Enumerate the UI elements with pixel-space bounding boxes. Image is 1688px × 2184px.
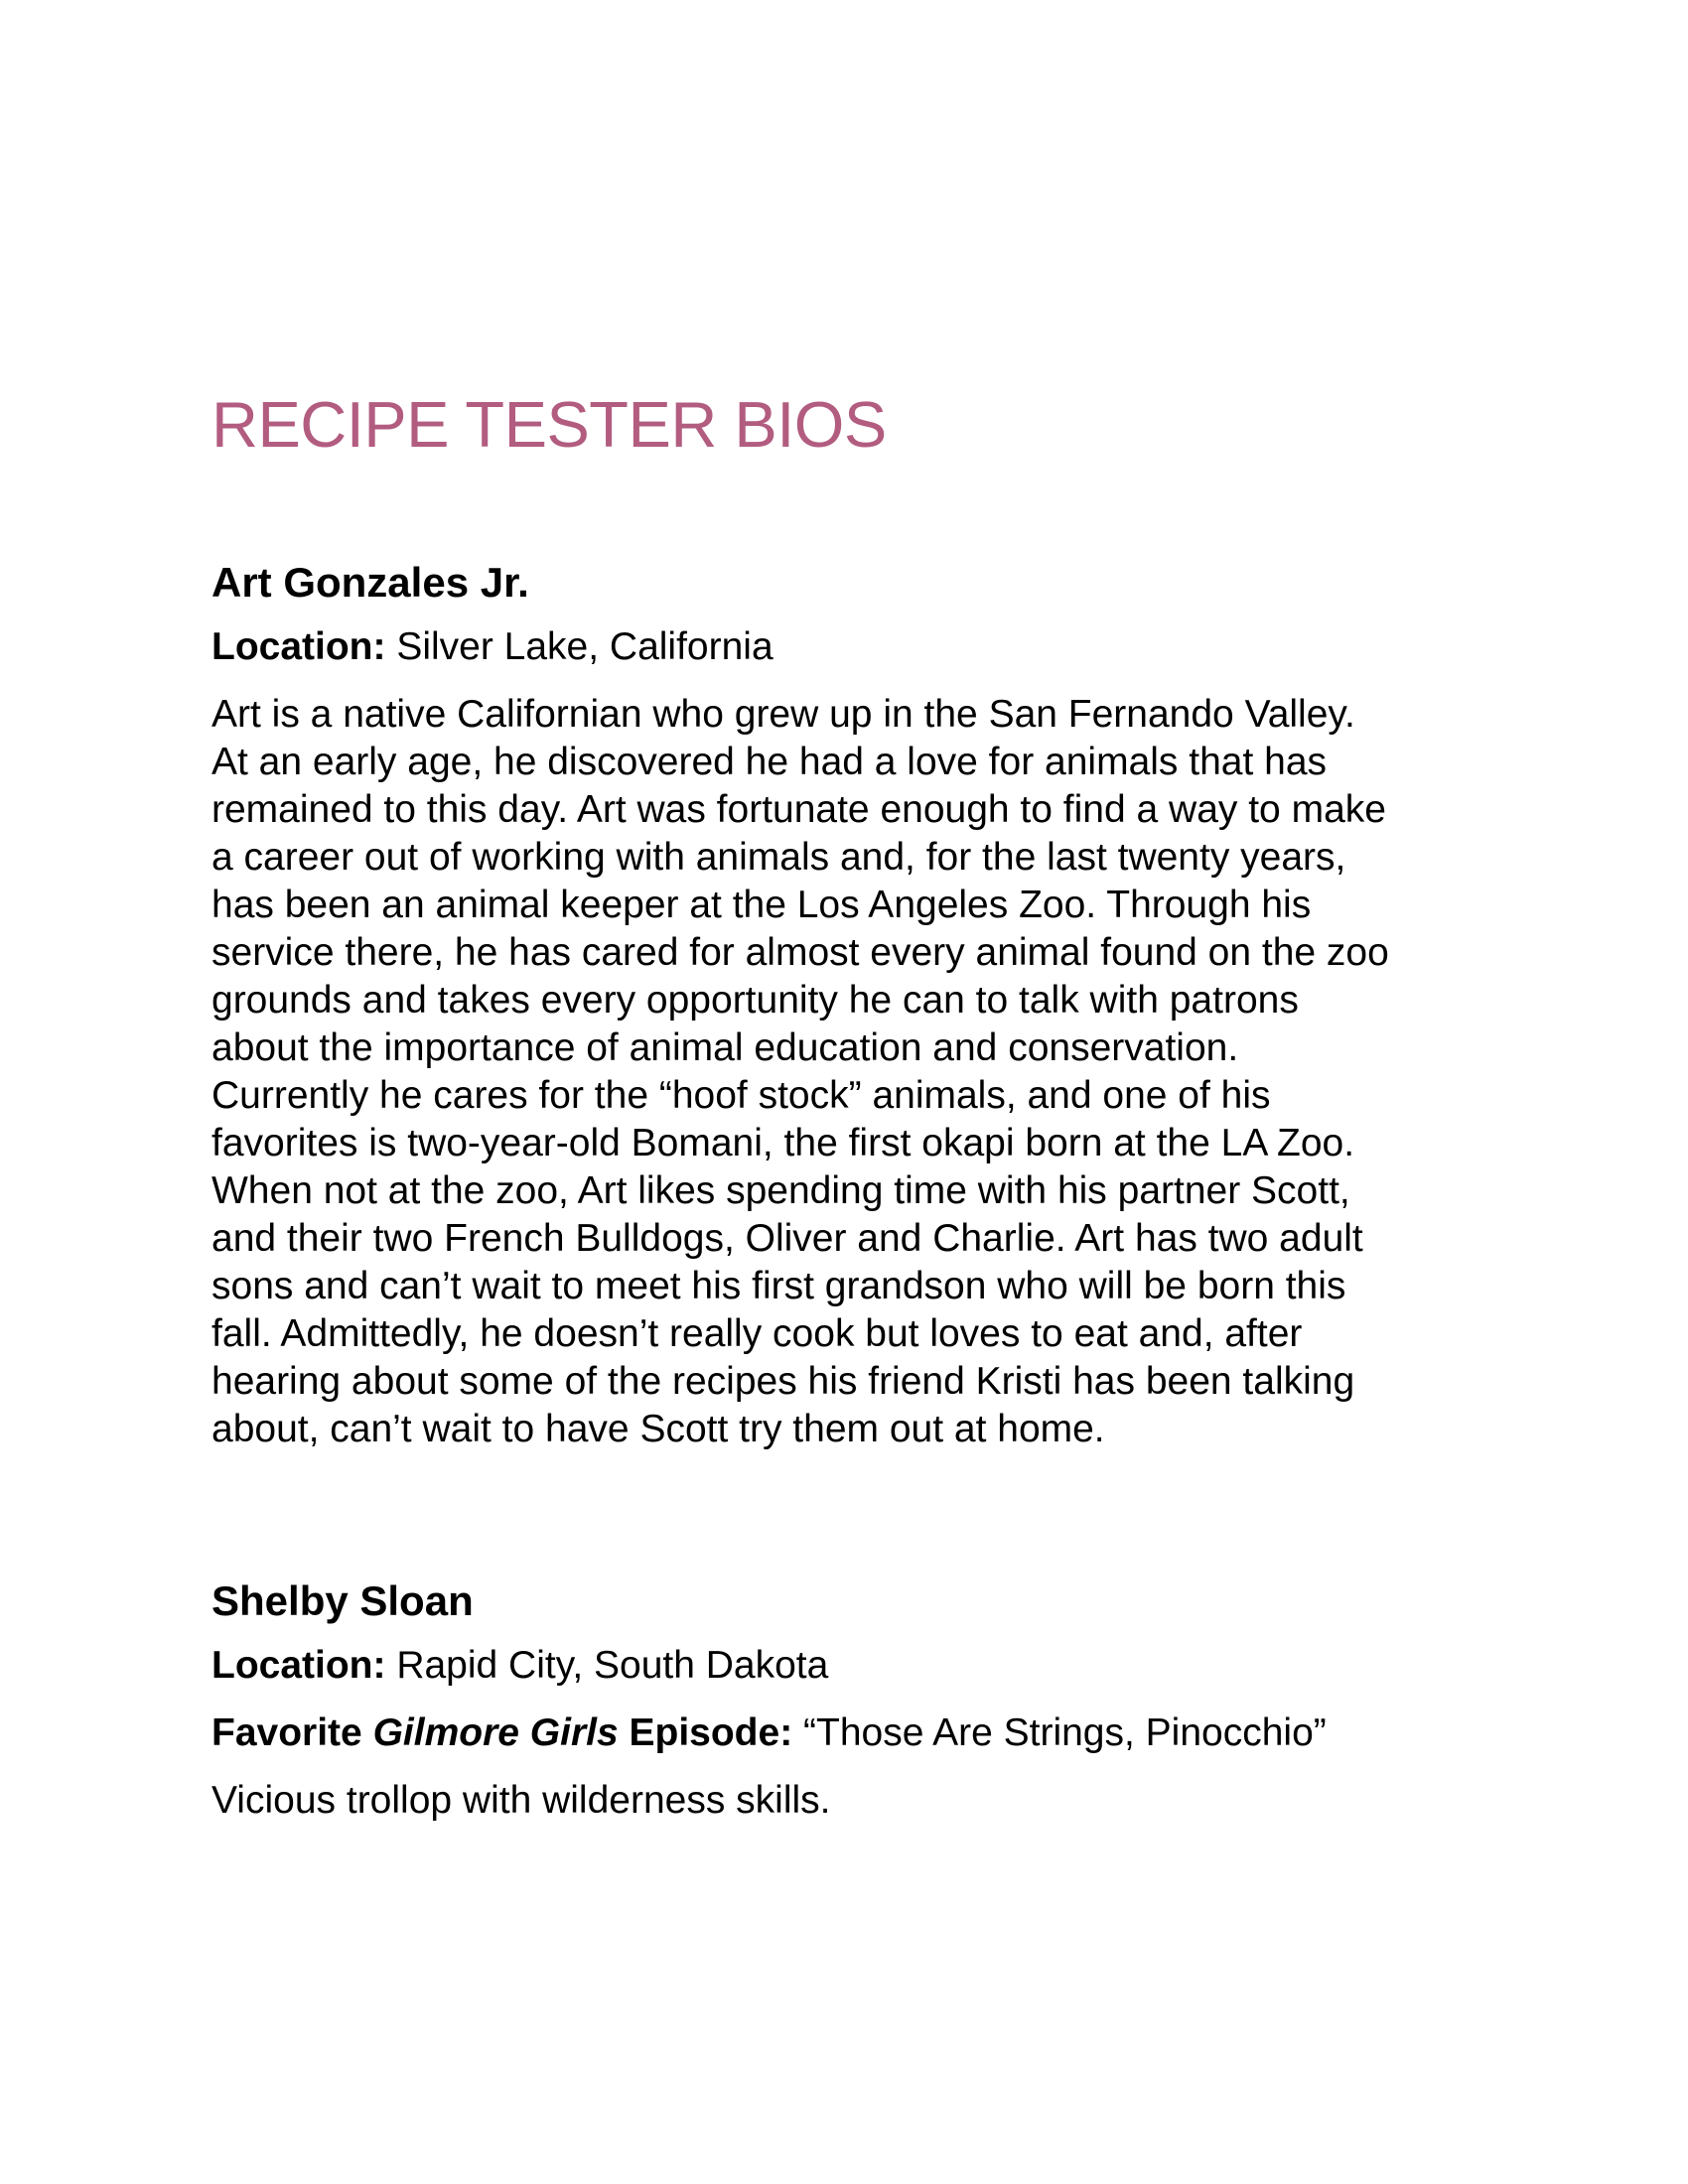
bio-paragraph — [211, 1167, 1502, 1453]
favorite-label-suffix: Episode: — [618, 1711, 793, 1754]
paragraph-line: service there, he has cared for almost every animal found on the zoo — [211, 931, 1389, 974]
paragraph-line: sons and can’t wait to meet his first grandson who will be born this — [211, 1265, 1346, 1307]
paragraph-line: remained to this day. Art was fortunate enough to find a way to make — [211, 788, 1386, 831]
bio-art-gonzales — [211, 556, 1502, 1450]
paragraph-line: Art is a native Californian who grew up in the San Fernando Valley. — [211, 693, 1355, 736]
favorite-label-prefix: Favorite — [211, 1711, 373, 1754]
paragraph-line: fall. Admittedly, he doesn’t really cook but loves to eat and, after — [211, 1312, 1303, 1355]
favorite-show-title: Gilmore Girls — [372, 1711, 619, 1754]
paragraph-line: and their two French Bulldogs, Oliver and Charlie. Art has two adult — [211, 1217, 1363, 1260]
bio-description: Vicious trollop with wilderness skills. — [211, 1779, 831, 1822]
location-label: Location: — [211, 625, 386, 668]
paragraph-line: favorites is two-year-old Bomani, the first okapi born at the LA Zoo. — [211, 1122, 1355, 1164]
bio-name: Art Gonzales Jr. — [211, 559, 529, 606]
paragraph-line: has been an animal keeper at the Los Angeles Zoo. Through his — [211, 884, 1312, 926]
paragraph-line: a career out of working with animals and, for the last twenty years, — [211, 836, 1346, 879]
bio-name: Shelby Sloan — [211, 1577, 474, 1624]
document-page — [211, 385, 1502, 1822]
paragraph-line: Currently he cares for the “hoof stock” animals, and one of his — [211, 1074, 1271, 1117]
location-label: Location: — [211, 1644, 386, 1687]
bio-paragraph — [211, 691, 1502, 1167]
page-title: RECIPE TESTER BIOS — [211, 388, 887, 461]
favorite-episode-line — [211, 1709, 1327, 1757]
paragraph-line: At an early age, he discovered he had a love for animals that has — [211, 741, 1328, 783]
location-value: Silver Lake, California — [385, 625, 774, 668]
paragraph-line: about the importance of animal education and conservation. — [211, 1026, 1239, 1069]
favorite-episode-value: “Those Are Strings, Pinocchio” — [792, 1711, 1327, 1754]
paragraph-line: grounds and takes every opportunity he can to talk with patrons — [211, 979, 1299, 1022]
bio-shelby-sloan — [211, 1574, 1502, 1822]
location-line — [211, 1642, 828, 1690]
paragraph-line: When not at the zoo, Art likes spending time with his partner Scott, — [211, 1169, 1350, 1212]
paragraph-line: hearing about some of the recipes his friend Kristi has been talking — [211, 1360, 1355, 1403]
location-line — [211, 623, 774, 671]
paragraph-line: about, can’t wait to have Scott try them out at home. — [211, 1408, 1105, 1450]
location-value: Rapid City, South Dakota — [385, 1644, 829, 1687]
